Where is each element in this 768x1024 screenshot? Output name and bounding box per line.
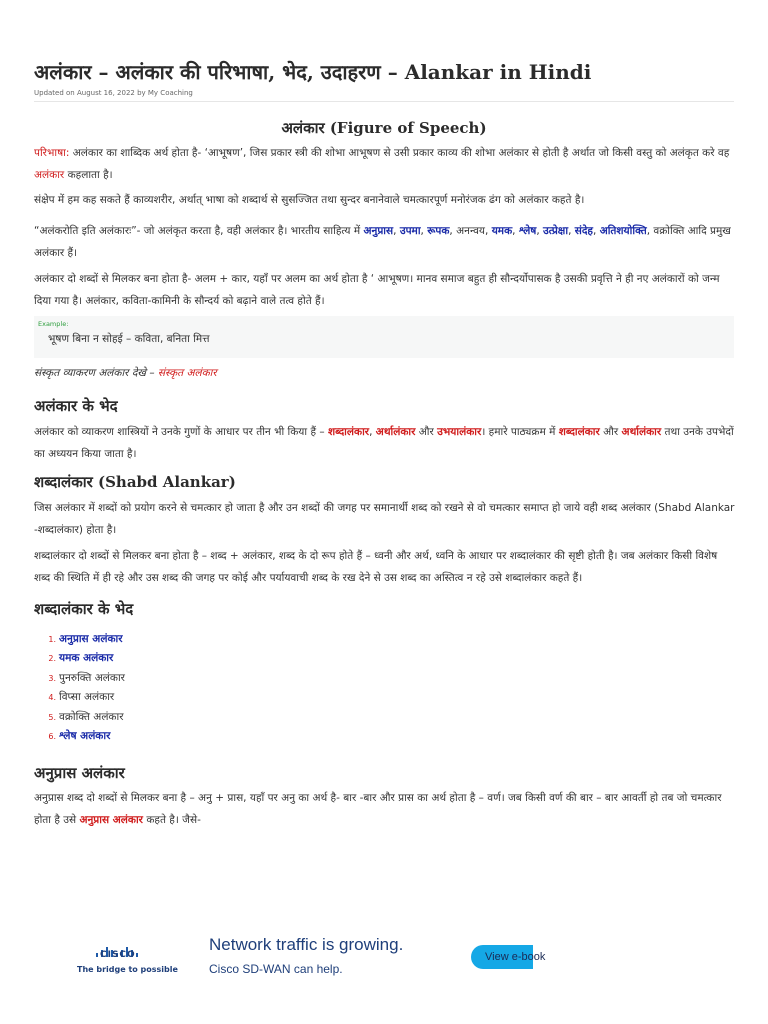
section-heading: अलंकार (Figure of Speech) [281, 119, 487, 137]
anupras-alankar-link-2[interactable]: अनुप्रास अलंकार [79, 814, 143, 826]
alankar-link[interactable]: अलंकार [34, 169, 65, 181]
list-number: 1. [48, 635, 56, 644]
text: , अनन्वय, [449, 225, 492, 237]
atishyokti-link[interactable]: अतिशयोक्ति [599, 225, 647, 237]
text: कहते है। जैसे- [142, 814, 201, 826]
list-item[interactable] [34, 632, 125, 651]
anupras-heading: अनुप्रास अलंकार [34, 764, 125, 782]
anupras-paragraph [34, 787, 736, 831]
yamak-alankar-link[interactable]: यमक अलंकार [59, 652, 114, 665]
text: अनुप्रास शब्द दो शब्दों से मिलकर बना है – अनु + प्रास, यहाँ पर अनु का अर्थ है- बार -बार और प्रास का अर्थ होता है – वर्ण। जब किसी वर्ण की बार – बार आवर्ती हो तब जो चमत्कार होता है उसे [34, 792, 722, 826]
list-number: 6. [48, 731, 56, 741]
bhed-heading: अलंकार के भेद [34, 397, 118, 415]
ad-banner[interactable] [0, 920, 768, 990]
definition2-paragraph: “अलंकरोति इति अलंकारः”- जो अलंकृत करता है, वही अलंकार है। भारतीय साहित्य में अनुप्रास, उपमा, रूपक, अनन्वय, यमक, श्लेष, उत्प्रेक्षा, संदेह, अतिशयोक्ति, वक्रोक्ति आदि प्रमुख अलंकार हैं। [34, 225, 731, 259]
yamak-link[interactable]: यमक [491, 225, 513, 237]
list-number: 3. [48, 673, 56, 683]
definition-paragraph [34, 142, 736, 186]
anupras-alankar-link[interactable]: अनुप्रास अलंकार [59, 633, 123, 645]
text: और [599, 426, 622, 438]
text: । हमारे पाठ्यक्रम में [481, 426, 559, 438]
ad-tagline: The bridge to possible [77, 965, 178, 974]
text: तथा उनके उपभेदों का अध्ययन किया जाता है। [34, 426, 734, 460]
sanskrit-note [34, 362, 736, 384]
text: अलंकार को व्याकरण शास्त्रियों ने उनके गुणों के आधार पर तीन भी किया हैं – [34, 426, 328, 438]
list-label: पुनरुक्ति अलंकार [59, 671, 125, 684]
cisco-wordmark: CISCO [100, 950, 136, 960]
text: , वक्रोक्ति आदि प्रमुख अलंकार हैं। [34, 225, 731, 259]
shabdalankar-link[interactable]: शब्दालंकार [327, 426, 370, 438]
shlesh-alankar-link[interactable]: श्लेष अलंकार [59, 729, 111, 742]
view-ebook-button[interactable]: View e-book [471, 945, 533, 969]
shabd-paragraph-1: जिस अलंकार में शब्दों को प्रयोग करने से चमत्कार हो जाता है और उन शब्दों की जगह पर समानार्थी शब्द को रखने से वो चमत्कार समाप्त हो जाये वही शब्द अलंकार (Shabd Alankar -शब्दालंकार) होता है। [34, 502, 735, 536]
list-item[interactable] [34, 651, 125, 670]
divider [34, 101, 734, 102]
sanskrit-alankar-link[interactable]: संस्कृत अलंकार [157, 367, 217, 379]
list-number: 4. [48, 693, 56, 703]
example-box [34, 316, 734, 358]
arthalankar-link[interactable]: अर्थालंकार [375, 426, 416, 438]
shabd-bhed-heading: शब्दालंकार के भेद [34, 600, 134, 618]
origin-paragraph: अलंकार दो शब्दों से मिलकर बना होता है- अलम + कार, यहाँ पर अलम का अर्थ होता है ‘ आभूषण। मानव समाज बहुत ही सौन्दर्योपासक है उसकी प्रवृत्ति ने ही नए अलंकारों को जन्म दिया गया है। अलंकार, कविता-कामिनी के सौन्दर्य को बढ़ाने वाले तत्व होते हैं। [34, 273, 720, 307]
ubhayalankar-link[interactable]: उभयालंकार [437, 426, 482, 438]
shabdalankar-link-2[interactable]: शब्दालंकार [558, 426, 600, 438]
sandeh-link[interactable]: संदेह [574, 225, 593, 237]
anupras-link[interactable]: अनुप्रास [363, 225, 394, 237]
example-label: Example: [38, 320, 69, 328]
list-number: 5. [48, 712, 56, 722]
ad-title: Network traffic is growing. [209, 935, 404, 954]
shlesh-link[interactable]: श्लेष [518, 225, 537, 237]
summary-paragraph: संक्षेप में हम कह सकते हैं काव्यशरीर, अर्थात् भाषा को शब्दार्थ से सुसज्जित तथा सुन्दर बनानेवाले चमत्कारपूर्ण मनोरंजक ढंग को अलंकार कहते है। [34, 194, 585, 206]
rupak-link[interactable]: रूपक [427, 225, 450, 237]
ad-subtitle: Cisco SD-WAN can help. [209, 962, 343, 976]
post-meta: Updated on August 16, 2022 by My Coaching [34, 89, 193, 97]
list-label: वक्रोक्ति अलंकार [59, 710, 124, 723]
page-title: अलंकार – अलंकार की परिभाषा, भेद, उदाहरण – Alankar in Hindi [34, 60, 592, 84]
text: , [369, 426, 376, 438]
upma-link[interactable]: उपमा [399, 225, 421, 237]
shabd-paragraph-2: शब्दालंकार दो शब्दों से मिलकर बना होता है – शब्द + अलंकार, शब्द के दो रूप होते हैं – ध्वनी और अर्थ, ध्वनि के आधार पर शब्दालंकार की सृष्टी होती है। जब अलंकार किसी विशेष शब्द की स्थिति में ही रहे और उस शब्द की जगह पर कोई और पर्यायवाची शब्द के रख देने से उस शब्द का अस्तित्व न रहे उसे शब्दालंकार कहते हैं। [34, 550, 718, 584]
text: अलंकार का शाब्दिक अर्थ होता है- ‘आभूषण’, जिस प्रकार स्त्री की शोभा आभूषण से उसी प्रकार काव्य की शोभा अलंकार से होती है अर्थात जो किसी वस्तु को अलंकृत करे वह [69, 147, 730, 159]
list-item [34, 671, 125, 690]
example-text: भूषण बिना न सोहई – कविता, बनिता मित्त [48, 333, 210, 345]
text: संस्कृत व्याकरण अलंकार देखे – [34, 367, 158, 379]
text: “अलंकरोति इति अलंकारः”- जो अलंकृत करता है, वही अलंकार है। भारतीय साहित्य में [34, 225, 364, 237]
text: और [415, 426, 438, 438]
list-number: 2. [48, 654, 56, 664]
list-label: विप्सा अलंकार [59, 691, 115, 704]
utpreksha-link[interactable]: उत्प्रेक्षा [543, 225, 569, 237]
shabd-bhed-list [34, 632, 125, 748]
list-item [34, 690, 125, 709]
list-item[interactable] [34, 729, 125, 748]
text: कहलाता है। [64, 169, 113, 181]
shabd-heading: शब्दालंकार (Shabd Alankar) [34, 473, 236, 491]
definition-label: परिभाषा: [34, 147, 70, 159]
list-item [34, 710, 125, 729]
bhed-paragraph [34, 421, 736, 465]
arthalankar-link-2[interactable]: अर्थालंकार [621, 426, 662, 438]
